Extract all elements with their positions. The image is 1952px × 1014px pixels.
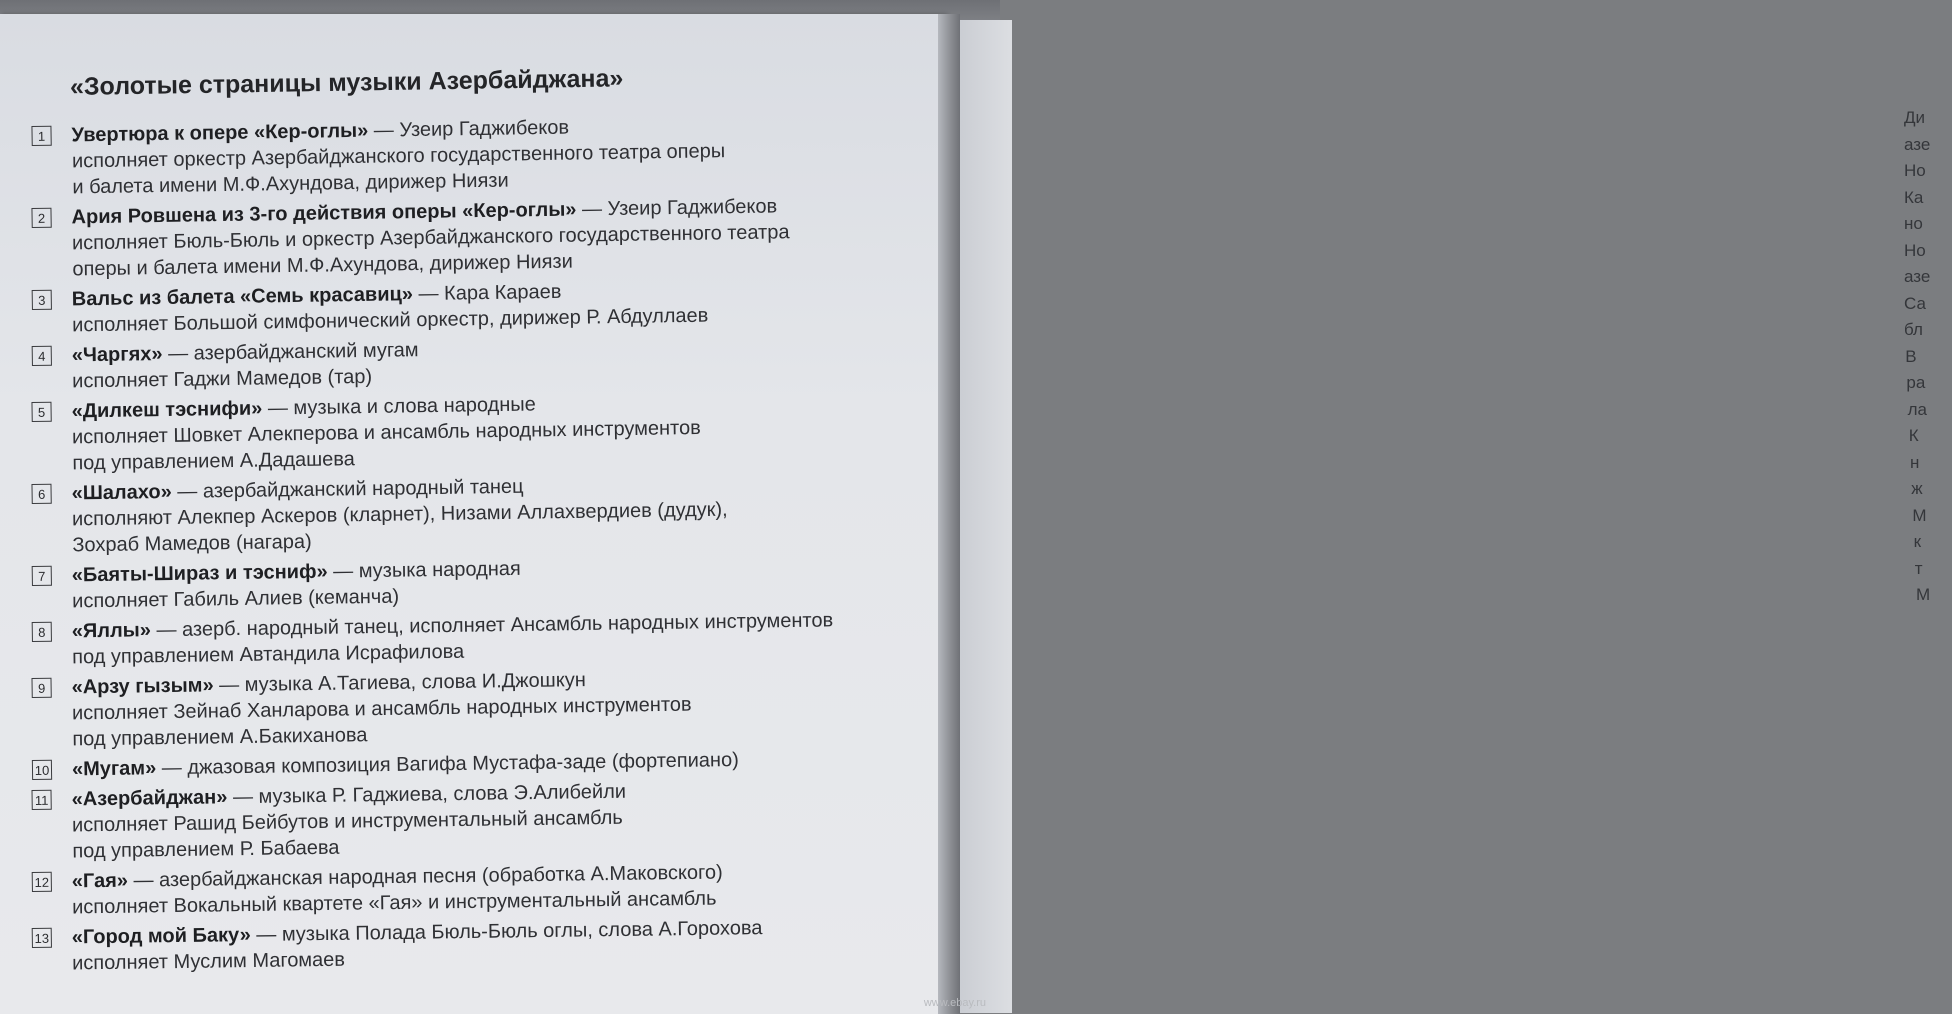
track-number: 6 [31, 484, 51, 504]
track-item [31, 385, 932, 476]
next-page-text [1904, 108, 1952, 612]
page-title: «Золотые страницы музыки Азербайджана» [69, 64, 624, 101]
next-page-fragment: но [1904, 214, 1923, 233]
track-number: 12 [32, 872, 52, 892]
next-page-fragment: к [1913, 532, 1922, 551]
track-performer-line: под управлением Р. Бабаева [72, 836, 340, 863]
track-performer-line: и балета имени М.Ф.Ахундова, дирижер Ниязи [72, 169, 509, 199]
track-title: Ария Ровшена из 3-го действия оперы «Кер-оглы» [71, 198, 577, 229]
track-credit: — азербайджанский мугам [162, 339, 419, 366]
track-title: «Шалахо» [71, 480, 172, 505]
track-credit: — музыка народная [327, 557, 521, 583]
track-performer-line: исполняет Бюль-Бюль и оркестр Азербайджанского государственного театра [71, 221, 790, 255]
track-credit: — музыка А.Тагиева, слова И.Джошкун [213, 669, 586, 697]
track-performer-line: исполняет Шовкет Алекперова и ансамбль народных инструментов [71, 416, 701, 449]
track-number: 5 [31, 402, 51, 422]
track-performer-line: исполняет Вокальный квартете «Гая» и инструментальный ансамбль [72, 887, 717, 919]
track-item [31, 109, 932, 201]
next-page-fragment: азе [1904, 134, 1931, 154]
track-title: «Баяты-Шираз и тэсниф» [71, 560, 328, 587]
track-title: Увертюра к опере «Кер-оглы» [71, 119, 369, 147]
track-number: 2 [31, 208, 51, 228]
track-number: 8 [32, 622, 52, 642]
track-performer-line: исполняет Большой симфонический оркестр, дирижер Р. Абдуллаев [72, 304, 709, 337]
track-credit: — азербайджанский народный танец [171, 475, 524, 503]
track-item [32, 606, 933, 671]
track-title: Вальс из балета «Семь красавиц» [71, 283, 414, 311]
track-title: «Город мой Баку» [71, 924, 251, 949]
track-performer-line: под управлением Автандила Исрафилова [72, 640, 465, 669]
track-credit: — джазовая композиция Вагифа Мустафа-заде (фортепиано) [156, 749, 739, 780]
track-title: «Арзу гызым» [71, 674, 214, 699]
track-credit: — Узеир Гаджибеков [368, 116, 570, 142]
next-page-fragment: т [1914, 558, 1923, 578]
page-gutter [938, 14, 960, 1014]
next-page-fragment: азе [1904, 267, 1931, 286]
track-title: «Яллы» [71, 619, 152, 643]
track-number: 11 [31, 790, 51, 810]
track-number: 9 [31, 678, 51, 698]
track-item [31, 191, 932, 283]
track-item [32, 273, 933, 339]
track-item [31, 662, 932, 753]
track-title: «Гая» [71, 869, 129, 893]
track-item [32, 329, 933, 395]
track-performer-line: исполняет Гаджи Мамедов (тар) [72, 365, 373, 393]
next-page-fragment: Са [1904, 293, 1926, 313]
track-number: 4 [32, 346, 52, 366]
track-number: 13 [32, 928, 52, 948]
track-performer-line: под управлением А.Бакиханова [72, 724, 368, 751]
track-performer-line: исполняет Зейнаб Ханларова и ансамбль народных инструментов [71, 693, 692, 725]
next-page-fragment: Но [1904, 161, 1926, 180]
track-title: «Дилкеш тэснифи» [71, 397, 263, 423]
next-page-fragment: бл [1904, 320, 1923, 339]
track-item [32, 913, 933, 977]
next-page-fragment: ра [1906, 373, 1926, 392]
next-page-fragment: Но [1904, 240, 1926, 260]
track-title: «Азербайджан» [71, 786, 228, 811]
track-credit: — азербайджанская народная песня (обработка А.Маковского) [127, 861, 723, 892]
next-page-fragment: М [1912, 505, 1927, 525]
track-performer-line: исполняют Алекпер Аскеров (кларнет), Низами Аллахвердиев (дудук), [71, 498, 728, 531]
track-credit: — музыка Полада Бюль-Бюль оглы, слова А.Горохова [250, 917, 763, 947]
next-page-fragment: В [1905, 346, 1917, 366]
track-title: «Чаргях» [71, 343, 163, 367]
track-performer-line: Зохраб Мамедов (нагара) [72, 530, 312, 557]
track-credit: — азерб. народный танец, исполняет Ансамбль народных инструментов [150, 609, 834, 642]
watermark: www.ebay.ru [923, 997, 986, 1009]
next-page-fragment: Ди [1904, 108, 1926, 127]
track-number: 7 [32, 566, 52, 586]
track-credit: — музыка и слова народные [262, 393, 536, 420]
next-page-fragment: М [1916, 585, 1931, 604]
next-page-fragment: н [1910, 452, 1920, 472]
track-title: «Мугам» [71, 757, 157, 781]
track-item [31, 774, 932, 865]
track-number: 3 [32, 290, 52, 310]
next-page-fragment: ж [1911, 479, 1923, 498]
track-performer-line: под управлением А.Дадашева [72, 448, 356, 475]
track-performer-line: исполняет Габиль Алиев (кеманча) [72, 585, 400, 613]
next-page-fragment: К [1908, 426, 1919, 445]
track-performer-line: исполняет оркестр Азербайджанского государственного театра оперы [71, 140, 726, 173]
track-performer-line: оперы и балета имени М.Ф.Ахундова, дирижер Ниязи [72, 250, 573, 281]
track-credit: — музыка Р. Гаджиева, слова Э.Алибейли [227, 780, 627, 809]
track-item [32, 857, 933, 921]
next-page-fragment: ла [1907, 399, 1927, 419]
track-item [32, 550, 933, 615]
track-performer-line: исполняет Муслим Магомаев [72, 948, 346, 975]
next-page-fragment: Ка [1904, 187, 1924, 207]
track-number: 10 [32, 760, 52, 780]
track-credit: — Узеир Гаджибеков [576, 195, 778, 221]
track-list [32, 116, 932, 981]
track-item [31, 468, 932, 559]
track-credit: — Кара Караев [412, 280, 562, 306]
next-page [952, 20, 1931, 1013]
track-performer-line: исполняет Рашид Бейбутов и инструментальный ансамбль [71, 806, 623, 837]
track-number: 1 [31, 126, 51, 146]
